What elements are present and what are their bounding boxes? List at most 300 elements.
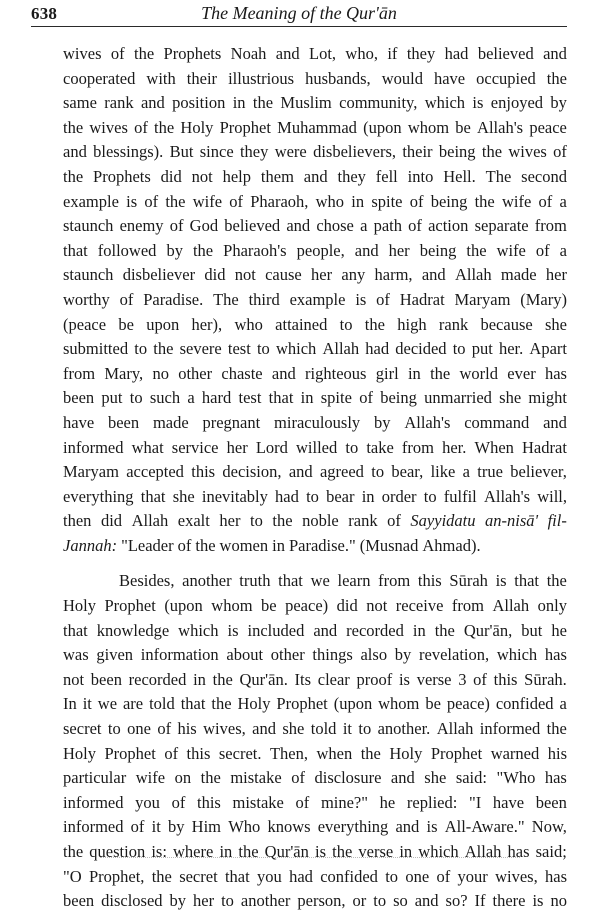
word: of (177, 535, 192, 555)
word: Prophet (430, 743, 483, 763)
word: is (426, 817, 438, 837)
word: put (471, 339, 493, 359)
word: which (178, 620, 219, 640)
word: order (381, 486, 417, 506)
word: who (315, 191, 345, 211)
word: not (234, 265, 256, 285)
word: spite (371, 191, 403, 211)
word: of (157, 719, 172, 739)
word: severe (179, 339, 222, 359)
word: and (140, 93, 165, 113)
word: third (248, 289, 280, 309)
word: only (537, 596, 567, 616)
word: agreed (319, 462, 364, 482)
word: question (89, 842, 146, 861)
word: the (212, 669, 233, 689)
word: by (166, 240, 183, 260)
word: Prophet (276, 694, 328, 714)
text-line (63, 313, 567, 338)
word: the (238, 842, 259, 861)
word: a (559, 240, 567, 260)
word: God (189, 216, 219, 236)
word: mistake (232, 792, 284, 812)
word: righteous (305, 363, 367, 383)
text-line (63, 263, 567, 288)
word: and (275, 44, 300, 63)
word: decision, (222, 462, 282, 482)
word: would (381, 68, 423, 88)
word: to (452, 339, 466, 359)
italic-word: Sayyidatu (410, 511, 476, 531)
word: and (354, 240, 379, 260)
word: one (127, 719, 151, 739)
word: her (311, 265, 333, 285)
text-line (63, 386, 567, 411)
word: it (82, 694, 92, 714)
word: wives, (495, 866, 538, 886)
word: take (366, 437, 394, 457)
word: true (477, 462, 503, 482)
word: not (366, 596, 388, 616)
word: When (474, 437, 514, 457)
word: no (550, 891, 567, 911)
word: other (270, 645, 305, 665)
word: to (256, 339, 270, 359)
word: "Who (496, 768, 536, 788)
word: mistake (230, 768, 282, 788)
text-line (63, 288, 567, 313)
word: of (553, 142, 567, 162)
word: by (167, 817, 185, 837)
word: girl (375, 363, 399, 383)
word: rank (438, 314, 469, 334)
word: Holy (63, 596, 96, 616)
word: to (221, 891, 234, 911)
word: she (282, 719, 305, 739)
word: who, (345, 44, 378, 63)
word: high (397, 314, 427, 334)
word: accepted (126, 462, 184, 482)
word: to (129, 388, 143, 408)
word: rank (104, 93, 134, 113)
word: and (271, 363, 296, 383)
word: from (451, 596, 484, 616)
word: to (345, 437, 359, 457)
word: fulfil (443, 486, 477, 506)
word: the (474, 191, 495, 211)
word: the (332, 842, 353, 861)
word: is (472, 93, 484, 113)
word: this (417, 571, 442, 591)
word: you (135, 792, 160, 812)
word: disclosed (101, 891, 163, 911)
word: of (144, 191, 159, 211)
word: you (257, 866, 282, 886)
word: receive (395, 596, 444, 616)
word: Now, (531, 817, 567, 837)
word: of (119, 289, 134, 309)
word: chaste (221, 363, 263, 383)
word: in (193, 669, 206, 689)
word: this (186, 743, 211, 763)
word: Allah's (477, 117, 524, 137)
word: the (200, 768, 221, 788)
word: to (373, 891, 387, 911)
word: her (545, 265, 567, 285)
word: to (250, 511, 263, 531)
word: of (408, 216, 422, 236)
word: being (419, 240, 457, 260)
word: Muhammad (277, 117, 357, 137)
word: Its (294, 669, 312, 689)
word: example (63, 191, 119, 211)
word: "Leader (121, 535, 174, 555)
word: people, (296, 240, 345, 260)
word: occupied (476, 68, 536, 88)
word: is: (151, 842, 167, 861)
word: made (152, 412, 189, 432)
word: If (474, 891, 486, 911)
word: her (193, 891, 215, 911)
text-line (63, 165, 567, 190)
text-line (63, 717, 567, 742)
text-line (63, 668, 567, 693)
word: and (543, 44, 567, 63)
word: is (126, 191, 138, 211)
word: submitted (63, 339, 129, 359)
word: in (219, 842, 233, 861)
word: included (247, 620, 305, 640)
word: so (393, 891, 408, 911)
word: fell (375, 166, 398, 186)
word: is (495, 571, 507, 591)
word: spite (320, 388, 352, 408)
word: path (373, 216, 402, 236)
word: of (295, 792, 310, 812)
word: in (300, 388, 314, 408)
word: unmarried (424, 388, 492, 408)
word: enemy (119, 216, 164, 236)
word: being (438, 142, 476, 162)
word: has (545, 866, 567, 886)
word: have (433, 68, 466, 88)
word: so? (445, 891, 468, 911)
word: to (371, 462, 385, 482)
word: noble (302, 511, 339, 531)
word: confided (320, 866, 378, 886)
word: it (342, 719, 352, 739)
word: In (63, 694, 77, 714)
word: of (110, 44, 125, 63)
word: with (146, 68, 176, 88)
word: from (378, 571, 411, 591)
word: the (153, 339, 174, 359)
word: them (260, 166, 294, 186)
word: on (174, 768, 192, 788)
word: the (364, 314, 385, 334)
word: proof (356, 669, 393, 689)
word: to (134, 339, 148, 359)
word: be (425, 694, 441, 714)
word: a (559, 694, 567, 714)
word: husbands, (305, 68, 371, 88)
word: had (365, 339, 390, 359)
word: exalt (177, 511, 210, 531)
word: she (544, 314, 567, 334)
word: recorded (128, 669, 187, 689)
word: and (252, 719, 276, 739)
word: that (514, 571, 540, 591)
word: secret (63, 719, 102, 739)
word: been (63, 891, 95, 911)
word: and (286, 216, 311, 236)
word: pregnant (202, 412, 261, 432)
word: of (169, 216, 184, 236)
italic-word: fil- (547, 511, 567, 531)
word: has (507, 842, 530, 861)
word: by (374, 412, 391, 432)
body-text (63, 42, 567, 914)
word: 3 (458, 669, 467, 689)
word: cooperated (63, 68, 136, 88)
word: a (462, 462, 470, 482)
word: we (97, 694, 118, 714)
word: from (534, 216, 567, 236)
word: your (457, 866, 488, 886)
text-line (63, 362, 567, 387)
word: that (268, 388, 294, 408)
word: like (430, 462, 456, 482)
word: her. (442, 437, 467, 457)
word: in (412, 620, 426, 640)
word: enjoyed (490, 93, 544, 113)
word: in (361, 486, 375, 506)
word: (Mary) (520, 289, 567, 309)
word: verse (358, 842, 394, 861)
word: to (385, 866, 399, 886)
word: this (197, 792, 221, 812)
word: because (480, 314, 533, 334)
word: and (303, 166, 328, 186)
word: where (173, 842, 214, 861)
word: have (63, 412, 95, 432)
text-line (63, 337, 567, 362)
word: disbelievers, (313, 142, 396, 162)
word: Qur'ān, (463, 620, 513, 640)
paragraph-2 (63, 569, 567, 913)
word: her (226, 437, 248, 457)
word: of (376, 289, 390, 309)
word: of (291, 768, 305, 788)
text-line (63, 742, 567, 767)
word: the (63, 117, 84, 137)
word: but (521, 620, 543, 640)
word: learn (337, 571, 371, 591)
word: Prophet, (88, 866, 145, 886)
word: Besides, (119, 571, 175, 591)
word: from (401, 437, 434, 457)
word: in (399, 842, 413, 861)
word: whom (378, 694, 420, 714)
word: that (140, 486, 166, 506)
word: another. (377, 719, 431, 739)
word: informed (63, 792, 124, 812)
word: a (559, 191, 567, 211)
word: if (387, 44, 398, 63)
word: and (414, 891, 439, 911)
word: (peace (63, 314, 107, 334)
word: test (238, 388, 262, 408)
text-line (63, 91, 567, 116)
word: service (171, 437, 219, 457)
word: cause (265, 265, 302, 285)
word: Prophets (93, 166, 151, 186)
word: position (172, 93, 226, 113)
word: peace) (285, 596, 329, 616)
word: disbeliever (122, 265, 196, 285)
word: Allah (492, 596, 530, 616)
word: the (151, 866, 172, 886)
word: person, (297, 891, 346, 911)
text-line (63, 766, 567, 791)
word: community, (339, 93, 418, 113)
word: of (436, 866, 451, 886)
word: confided (495, 694, 554, 714)
word: informed (63, 437, 124, 457)
word: her), (191, 314, 223, 334)
word: (Musnad (359, 535, 419, 555)
word: given (96, 645, 134, 665)
word: of (538, 191, 553, 211)
text-line (63, 411, 567, 436)
word: into (407, 166, 434, 186)
word: and (395, 817, 420, 837)
word: their (402, 142, 433, 162)
word: when (316, 743, 353, 763)
word: Holy (180, 117, 214, 137)
word: did (160, 166, 182, 186)
text-line (63, 643, 567, 668)
text-line (63, 692, 567, 717)
word: been (90, 669, 122, 689)
word: also (360, 645, 388, 665)
word: their (186, 68, 218, 88)
text-line (63, 594, 567, 619)
word: said: (455, 768, 487, 788)
word: wives (63, 44, 102, 63)
text-line (63, 889, 567, 914)
word: Qur'ān (264, 842, 309, 861)
running-header (31, 2, 567, 27)
word: Lord (255, 437, 288, 457)
word: everything (317, 817, 389, 837)
word: Then, (269, 743, 308, 763)
word: believer, (510, 462, 567, 482)
word: in (232, 93, 246, 113)
word: Mary, (104, 363, 144, 383)
word: secret (179, 866, 218, 886)
word: Paradise." (288, 535, 356, 555)
word: by (394, 645, 412, 665)
word: not (63, 669, 85, 689)
word: believed (224, 216, 281, 236)
word: a (187, 388, 195, 408)
word: the (154, 117, 175, 137)
word: the (195, 535, 216, 555)
word: have (492, 792, 525, 812)
word: secret. (218, 743, 262, 763)
text-line (63, 436, 567, 461)
word: this (191, 462, 216, 482)
word: they (337, 166, 366, 186)
word: Prophet (104, 743, 156, 763)
word: example (289, 289, 346, 309)
word: will, (537, 486, 567, 506)
word: decided (395, 339, 447, 359)
word: informed (63, 817, 124, 837)
word: and (421, 265, 446, 285)
word: wives (508, 142, 547, 162)
word: her. (498, 339, 524, 359)
word: or (352, 891, 367, 911)
word: (upon (363, 117, 402, 137)
word: everything (63, 486, 134, 506)
word: Him (191, 817, 221, 837)
word: chose (316, 216, 354, 236)
word: All-Aware." (444, 817, 525, 837)
word: not (191, 166, 213, 186)
word: Paradise. (143, 289, 204, 309)
word: The (213, 289, 239, 309)
word: Hadrat (399, 289, 445, 309)
word: might (528, 388, 567, 408)
word: to (358, 719, 372, 739)
text-line (63, 67, 567, 92)
word: another (240, 891, 291, 911)
word: and (63, 142, 87, 162)
word: and (288, 462, 313, 482)
word: worthy (63, 289, 110, 309)
word: she (172, 486, 195, 506)
word: of (409, 191, 424, 211)
word: they (406, 44, 436, 63)
text-line (63, 815, 567, 840)
word: is (315, 842, 327, 861)
word: been (63, 388, 95, 408)
word: Holy (389, 743, 423, 763)
word: Who (228, 817, 261, 837)
word: the (430, 363, 451, 383)
word: been (535, 792, 567, 812)
word: to (107, 719, 121, 739)
word: upon (146, 314, 180, 334)
word: followed (97, 240, 157, 260)
word: Allah's (404, 412, 451, 432)
word: information (140, 645, 219, 665)
word: who (234, 314, 263, 334)
word: Apart (529, 339, 567, 359)
word: made (500, 265, 537, 285)
word: any (341, 265, 366, 285)
word: had (275, 486, 299, 506)
word: Holy (63, 743, 96, 763)
word: Holy (237, 694, 271, 714)
word: had (444, 44, 469, 63)
word: Allah (131, 511, 169, 531)
word: had (289, 866, 313, 886)
word: (upon (164, 596, 203, 616)
word: harm, (374, 265, 413, 285)
